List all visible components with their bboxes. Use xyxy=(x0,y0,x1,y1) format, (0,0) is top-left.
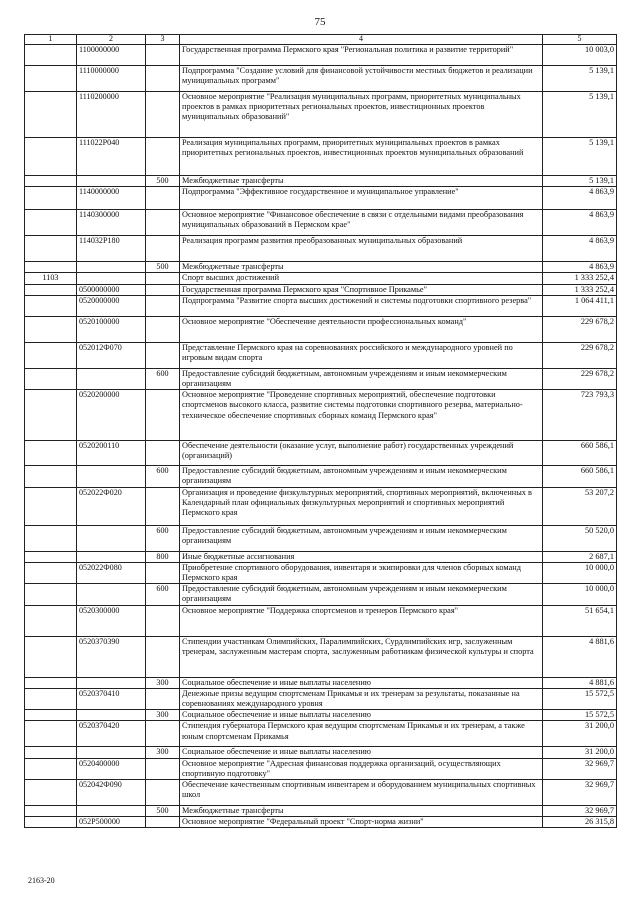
target-article-cell: 0520200000 xyxy=(77,390,146,441)
target-article-cell: 0520000000 xyxy=(77,295,146,316)
table-row xyxy=(25,342,617,368)
name-cell: Предоставление субсидий бюджетным, автономным учреждениям и иным некоммерческим организациям xyxy=(180,584,543,605)
section-code-cell xyxy=(25,758,77,779)
name-cell: Подпрограмма "Создание условий для финансовой устойчивости местных бюджетов и реализации муниципальных программ" xyxy=(180,66,543,92)
name-cell: Межбюджетные трансферты xyxy=(180,262,543,273)
target-article-cell xyxy=(77,273,146,284)
name-cell: Основное мероприятие "Адресная финансовая поддержка организаций, осуществляющих спортивную подготовку" xyxy=(180,758,543,779)
target-article-cell: 052022Ф080 xyxy=(77,562,146,583)
expense-type-cell: 600 xyxy=(146,466,180,487)
target-article-cell xyxy=(77,525,146,551)
name-cell: Социальное обеспечение и иные выплаты населению xyxy=(180,710,543,721)
target-article-cell: 1100000000 xyxy=(77,45,146,66)
amount-cell: 31 200,0 xyxy=(543,721,617,747)
table-row xyxy=(25,236,617,262)
name-cell: Межбюджетные трансферты xyxy=(180,176,543,187)
target-article-cell: 0520300000 xyxy=(77,605,146,636)
column-header-target-article: 2 xyxy=(77,35,146,45)
section-code-cell xyxy=(25,636,77,677)
target-article-cell: 114032P180 xyxy=(77,236,146,262)
column-header-section: 1 xyxy=(25,35,77,45)
section-code-cell xyxy=(25,262,77,273)
table-row xyxy=(25,210,617,236)
section-code-cell xyxy=(25,441,77,466)
table-row xyxy=(25,273,617,284)
section-code-cell xyxy=(25,525,77,551)
amount-cell: 15 572,5 xyxy=(543,688,617,709)
amount-cell: 4 863,9 xyxy=(543,236,617,262)
expense-type-cell xyxy=(146,342,180,368)
section-code-cell xyxy=(25,295,77,316)
name-cell: Основное мероприятие "Проведение спортивных мероприятий, обеспечение подготовки спортсменов высокого класса, развитие системы подготовки спортивного резерва, материально-техническое обеспечение спортивных сборных команд Пермского края" xyxy=(180,390,543,441)
expense-type-cell xyxy=(146,636,180,677)
expense-type-cell: 300 xyxy=(146,747,180,758)
name-cell: Подпрограмма "Развитие спорта высших достижений и системы подготовки спортивного резерва" xyxy=(180,295,543,316)
section-code-cell xyxy=(25,284,77,295)
expense-type-cell xyxy=(146,187,180,210)
section-code-cell xyxy=(25,390,77,441)
target-article-cell: 0520400000 xyxy=(77,758,146,779)
target-article-cell xyxy=(77,551,146,562)
expense-type-cell xyxy=(146,758,180,779)
target-article-cell xyxy=(77,677,146,688)
name-cell: Реализация муниципальных программ, приоритетных муниципальных проектов в рамках приоритетных региональных проектов, инвестиционных проектов муниципальных образований xyxy=(180,138,543,176)
table-row xyxy=(25,187,617,210)
amount-cell: 26 315,8 xyxy=(543,817,617,828)
expense-type-cell: 300 xyxy=(146,677,180,688)
section-code-cell xyxy=(25,45,77,66)
amount-cell: 2 687,1 xyxy=(543,551,617,562)
table-row xyxy=(25,747,617,758)
name-cell: Социальное обеспечение и иные выплаты населению xyxy=(180,747,543,758)
amount-cell: 229 678,2 xyxy=(543,316,617,342)
table-row xyxy=(25,817,617,828)
amount-cell: 31 200,0 xyxy=(543,747,617,758)
section-code-cell xyxy=(25,187,77,210)
amount-cell: 1 064 411,1 xyxy=(543,295,617,316)
amount-cell: 4 863,9 xyxy=(543,262,617,273)
name-cell: Организация и проведение физкультурных мероприятий, спортивных мероприятий, включенных в Календарный план официальных физкультурных мероприятий и спортивных мероприятий Пермского края xyxy=(180,487,543,525)
expense-type-cell xyxy=(146,316,180,342)
name-cell: Основное мероприятие "Реализация муниципальных программ, приоритетных муниципальных проектов в рамках приоритетных региональных проектов, инвестиционных проектов муниципальных образований" xyxy=(180,92,543,138)
target-article-cell: 1140300000 xyxy=(77,210,146,236)
amount-cell: 32 969,7 xyxy=(543,758,617,779)
name-cell: Основное мероприятие "Поддержка спортсменов и тренеров Пермского края" xyxy=(180,605,543,636)
target-article-cell: 0520100000 xyxy=(77,316,146,342)
section-code-cell xyxy=(25,780,77,806)
amount-cell: 50 520,0 xyxy=(543,525,617,551)
section-code-cell xyxy=(25,176,77,187)
section-code-cell xyxy=(25,210,77,236)
section-code-cell xyxy=(25,677,77,688)
table-row xyxy=(25,138,617,176)
expense-type-cell: 800 xyxy=(146,551,180,562)
table-row xyxy=(25,92,617,138)
expense-type-cell xyxy=(146,273,180,284)
table-row xyxy=(25,562,617,583)
expense-type-cell: 500 xyxy=(146,176,180,187)
name-cell: Спорт высших достижений xyxy=(180,273,543,284)
column-header-amount: 5 xyxy=(543,35,617,45)
expense-type-cell xyxy=(146,284,180,295)
amount-cell: 1 333 252,4 xyxy=(543,284,617,295)
table-row xyxy=(25,441,617,466)
section-code-cell xyxy=(25,721,77,747)
table-row xyxy=(25,487,617,525)
amount-cell: 5 139,1 xyxy=(543,138,617,176)
section-code-cell xyxy=(25,487,77,525)
expense-type-cell xyxy=(146,236,180,262)
name-cell: Межбюджетные трансферты xyxy=(180,806,543,817)
name-cell: Иные бюджетные ассигнования xyxy=(180,551,543,562)
section-code-cell xyxy=(25,138,77,176)
section-code-cell xyxy=(25,368,77,389)
table-row xyxy=(25,710,617,721)
name-cell: Предоставление субсидий бюджетным, автономным учреждениям и иным некоммерческим организациям xyxy=(180,466,543,487)
name-cell: Представление Пермского края на соревнованиях российского и международного уровней по игровым видам спорта xyxy=(180,342,543,368)
name-cell: Основное мероприятие "Обеспечение деятельности профессиональных команд" xyxy=(180,316,543,342)
section-code-cell xyxy=(25,688,77,709)
expense-type-cell xyxy=(146,138,180,176)
target-article-cell: 052022Ф020 xyxy=(77,487,146,525)
expense-type-cell xyxy=(146,66,180,92)
expense-type-cell xyxy=(146,817,180,828)
target-article-cell xyxy=(77,176,146,187)
section-code-cell xyxy=(25,316,77,342)
target-article-cell: 1110000000 xyxy=(77,66,146,92)
expense-type-cell xyxy=(146,562,180,583)
expense-type-cell: 500 xyxy=(146,262,180,273)
table-row xyxy=(25,284,617,295)
table-row xyxy=(25,390,617,441)
section-code-cell xyxy=(25,66,77,92)
expense-type-cell: 300 xyxy=(146,710,180,721)
target-article-cell: 0520370410 xyxy=(77,688,146,709)
name-cell: Основное мероприятие "Финансовое обеспечение в связи с отдельными видами преобразования муниципальных образований в Пермском крае" xyxy=(180,210,543,236)
table-row xyxy=(25,525,617,551)
table-row xyxy=(25,677,617,688)
target-article-cell: 052P500000 xyxy=(77,817,146,828)
expense-type-cell: 500 xyxy=(146,806,180,817)
section-code-cell xyxy=(25,584,77,605)
expense-type-cell: 600 xyxy=(146,525,180,551)
amount-cell: 32 969,7 xyxy=(543,780,617,806)
target-article-cell: 052012Ф070 xyxy=(77,342,146,368)
amount-cell: 5 139,1 xyxy=(543,92,617,138)
target-article-cell: 0520370390 xyxy=(77,636,146,677)
expense-type-cell xyxy=(146,390,180,441)
name-cell: Обеспечение качественным спортивным инвентарем и оборудованием муниципальных спортивных школ xyxy=(180,780,543,806)
budget-table xyxy=(24,34,617,828)
amount-cell: 1 333 252,4 xyxy=(543,273,617,284)
target-article-cell: 1110200000 xyxy=(77,92,146,138)
table-row xyxy=(25,721,617,747)
name-cell: Предоставление субсидий бюджетным, автономным учреждениям и иным некоммерческим организациям xyxy=(180,525,543,551)
amount-cell: 4 881,6 xyxy=(543,677,617,688)
section-code-cell xyxy=(25,342,77,368)
amount-cell: 4 881,6 xyxy=(543,636,617,677)
name-cell: Стипендия губернатора Пермского края ведущим спортсменам Прикамья и их тренерам, а также юным спортсменам Прикамья xyxy=(180,721,543,747)
section-code-cell xyxy=(25,605,77,636)
amount-cell: 229 678,2 xyxy=(543,368,617,389)
expense-type-cell xyxy=(146,45,180,66)
amount-cell: 32 969,7 xyxy=(543,806,617,817)
table-row xyxy=(25,758,617,779)
table-row xyxy=(25,780,617,806)
target-article-cell: 111022P040 xyxy=(77,138,146,176)
amount-cell: 660 586,1 xyxy=(543,466,617,487)
target-article-cell: 052042Ф090 xyxy=(77,780,146,806)
table-row xyxy=(25,688,617,709)
section-code-cell xyxy=(25,562,77,583)
expense-type-cell: 600 xyxy=(146,584,180,605)
table-row xyxy=(25,551,617,562)
name-cell: Приобретение спортивного оборудования, инвентаря и экипировки для членов сборных команд Пермского края xyxy=(180,562,543,583)
table-row xyxy=(25,45,617,66)
table-row xyxy=(25,466,617,487)
target-article-cell: 1140000000 xyxy=(77,187,146,210)
section-code-cell xyxy=(25,747,77,758)
name-cell: Стипендии участникам Олимпийских, Паралимпийских, Сурдлимпийских игр, заслуженным тренерам, заслуженным мастерам спорта, заслуженным работникам физической культуры и спорта xyxy=(180,636,543,677)
table-row xyxy=(25,176,617,187)
name-cell: Реализация программ развития преобразованных муниципальных образований xyxy=(180,236,543,262)
amount-cell: 15 572,5 xyxy=(543,710,617,721)
expense-type-cell xyxy=(146,441,180,466)
name-cell: Государственная программа Пермского края "Спортивное Прикамье" xyxy=(180,284,543,295)
expense-type-cell xyxy=(146,92,180,138)
amount-cell: 4 863,9 xyxy=(543,187,617,210)
section-code-cell xyxy=(25,551,77,562)
amount-cell: 229 678,2 xyxy=(543,342,617,368)
amount-cell: 10 000,0 xyxy=(543,584,617,605)
expense-type-cell xyxy=(146,605,180,636)
name-cell: Основное мероприятие "Федеральный проект "Спорт-норма жизни" xyxy=(180,817,543,828)
section-code-cell xyxy=(25,92,77,138)
section-code-cell xyxy=(25,817,77,828)
table-row xyxy=(25,66,617,92)
table-row xyxy=(25,605,617,636)
table-row xyxy=(25,636,617,677)
section-code-cell xyxy=(25,806,77,817)
table-row xyxy=(25,295,617,316)
target-article-cell xyxy=(77,584,146,605)
section-code-cell xyxy=(25,710,77,721)
expense-type-cell xyxy=(146,721,180,747)
target-article-cell xyxy=(77,710,146,721)
section-code-cell xyxy=(25,466,77,487)
amount-cell: 51 654,1 xyxy=(543,605,617,636)
page-number: 75 xyxy=(314,16,326,28)
amount-cell: 5 139,1 xyxy=(543,66,617,92)
target-article-cell: 0520200110 xyxy=(77,441,146,466)
amount-cell: 660 586,1 xyxy=(543,441,617,466)
expense-type-cell xyxy=(146,295,180,316)
section-code-cell xyxy=(25,236,77,262)
amount-cell: 10 003,0 xyxy=(543,45,617,66)
column-header-name: 4 xyxy=(180,35,543,45)
target-article-cell: 0500000000 xyxy=(77,284,146,295)
target-article-cell xyxy=(77,806,146,817)
table-row xyxy=(25,584,617,605)
amount-cell: 723 793,3 xyxy=(543,390,617,441)
table-row xyxy=(25,262,617,273)
column-header-expense-type: 3 xyxy=(146,35,180,45)
table-row xyxy=(25,316,617,342)
section-code-cell: 1103 xyxy=(25,273,77,284)
target-article-cell xyxy=(77,368,146,389)
amount-cell: 4 863,9 xyxy=(543,210,617,236)
name-cell: Подпрограмма "Эффективное государственное и муниципальное управление" xyxy=(180,187,543,210)
table-header-row xyxy=(25,35,617,45)
amount-cell: 53 207,2 xyxy=(543,487,617,525)
expense-type-cell xyxy=(146,688,180,709)
target-article-cell xyxy=(77,262,146,273)
expense-type-cell xyxy=(146,210,180,236)
expense-type-cell xyxy=(146,487,180,525)
target-article-cell xyxy=(77,747,146,758)
name-cell: Предоставление субсидий бюджетным, автономным учреждениям и иным некоммерческим организациям xyxy=(180,368,543,389)
target-article-cell: 0520370420 xyxy=(77,721,146,747)
amount-cell: 5 139,1 xyxy=(543,176,617,187)
table-row xyxy=(25,806,617,817)
target-article-cell xyxy=(77,466,146,487)
expense-type-cell xyxy=(146,780,180,806)
name-cell: Обеспечение деятельности (оказание услуг, выполнение работ) государственных учреждений (организаций) xyxy=(180,441,543,466)
document-code: 2163-20 xyxy=(28,876,55,885)
table-row xyxy=(25,368,617,389)
expense-type-cell: 600 xyxy=(146,368,180,389)
name-cell: Денежные призы ведущим спортсменам Прикамья и их тренерам за результаты, показанные на соревнованиях международного уровня xyxy=(180,688,543,709)
amount-cell: 10 000,0 xyxy=(543,562,617,583)
name-cell: Социальное обеспечение и иные выплаты населению xyxy=(180,677,543,688)
name-cell: Государственная программа Пермского края "Региональная политика и развитие территорий" xyxy=(180,45,543,66)
